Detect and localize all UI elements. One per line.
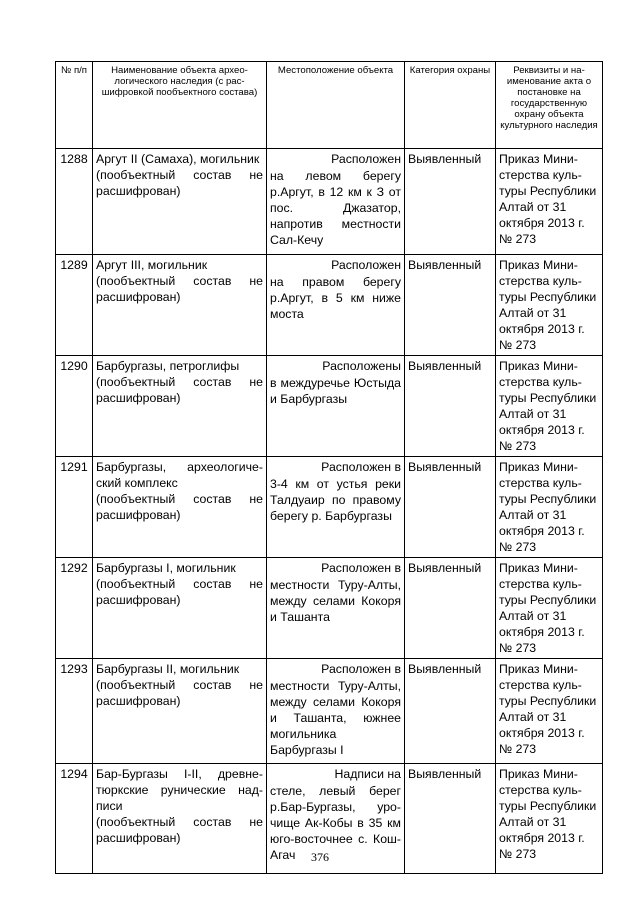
header-act: Реквизиты и наименование акта о постановке на государственную охрану объекта культурного наследия <box>496 62 603 149</box>
location-cell <box>267 255 405 356</box>
location-lead: Расположен <box>331 258 401 272</box>
object-name-cell <box>93 457 267 558</box>
category-cell: Выявленный <box>405 659 496 764</box>
location-text: на правом берегу р.Аргут, в 5 км ниже моста <box>270 275 401 321</box>
table-row <box>56 558 603 659</box>
category-cell: Выявленный <box>405 255 496 356</box>
header-category: Категория охраны <box>405 62 496 149</box>
location-cell <box>267 558 405 659</box>
location-text: на левом берегу р.Аргут, в 12 км к З от пос. Джазатор, напротив местности Сал-Кечу <box>270 169 401 247</box>
location-text: в междуречье Юстыда и Барбургазы <box>270 376 401 406</box>
category-cell: Выявленный <box>405 457 496 558</box>
act-cell: Приказ Министерства культуры Республики Алтай от 31 октября 2013 г. № 273 <box>496 149 603 255</box>
table-body <box>56 149 603 874</box>
object-name: Барбургазы, археологический комплекс <box>96 460 263 490</box>
row-number: 1290 <box>56 356 93 457</box>
act-cell: Приказ Министерства культуры Республики Алтай от 31 октября 2013 г. № 273 <box>496 558 603 659</box>
location-lead: Расположены <box>322 359 401 373</box>
header-object-name: Наименование объекта археологического наследия (с расшифровкой пообъектного состава) <box>93 62 267 149</box>
table-header-row <box>56 62 603 149</box>
page-number: 376 <box>311 850 329 864</box>
category-cell: Выявленный <box>405 558 496 659</box>
act-cell: Приказ Министерства культуры Республики Алтай от 31 октября 2013 г. № 273 <box>496 356 603 457</box>
category-cell: Выявленный <box>405 149 496 255</box>
act-cell: Приказ Министерства культуры Республики Алтай от 31 октября 2013 г. № 273 <box>496 764 603 874</box>
row-number: 1289 <box>56 255 93 356</box>
table-row <box>56 659 603 764</box>
location-text: стеле, левый берег р.Бар-Бургазы, урочище Ак-Кобы в 35 км юго-восточнее с. Кош-Агач <box>270 784 401 862</box>
object-name: Барбургазы II, могильник <box>96 662 240 676</box>
act-cell: Приказ Министерства культуры Республики Алтай от 31 октября 2013 г. № 273 <box>496 457 603 558</box>
object-composition-note: (пообъектный состав не расшифрован) <box>96 274 263 304</box>
location-lead: Расположен в <box>321 561 401 575</box>
object-name: Бар-Бургазы I-II, древнетюркские рунические надписи <box>96 767 263 813</box>
table-row <box>56 356 603 457</box>
object-name: Барбургазы I, могильник <box>96 561 236 575</box>
object-composition-note: (пообъектный состав не расшифрован) <box>96 678 263 708</box>
object-composition-note: (пообъектный состав не расшифрован) <box>96 375 263 405</box>
location-text: 3-4 км от устья реки Талдуаир по правому берегу р. Барбургазы <box>270 477 401 523</box>
table-row <box>56 255 603 356</box>
category-cell: Выявленный <box>405 356 496 457</box>
row-number: 1293 <box>56 659 93 764</box>
object-name: Аргут II (Самаха), могильник <box>96 152 260 166</box>
row-number: 1292 <box>56 558 93 659</box>
object-name-cell <box>93 659 267 764</box>
table-row <box>56 149 603 255</box>
location-lead: Расположен <box>331 152 401 166</box>
act-cell: Приказ Министерства культуры Республики Алтай от 31 октября 2013 г. № 273 <box>496 659 603 764</box>
object-name-cell <box>93 356 267 457</box>
heritage-registry-table <box>55 61 603 874</box>
act-cell: Приказ Министерства культуры Республики Алтай от 31 октября 2013 г. № 273 <box>496 255 603 356</box>
location-text: местности Туру-Алты, между селами Кокоря и Ташанта, южнее могильника Барбургазы I <box>270 679 401 757</box>
header-number: № п/п <box>56 62 93 149</box>
location-cell <box>267 356 405 457</box>
table-row <box>56 457 603 558</box>
object-composition-note: (пообъектный состав не расшифрован) <box>96 168 263 198</box>
object-composition-note: (пообъектный состав не расшифрован) <box>96 815 263 845</box>
location-lead: Надписи на <box>334 767 401 781</box>
location-cell <box>267 149 405 255</box>
category-cell: Выявленный <box>405 764 496 874</box>
location-text: местности Туру-Алты, между селами Кокоря и Ташанта <box>270 578 401 624</box>
object-name-cell <box>93 149 267 255</box>
header-location: Местоположение объекта <box>267 62 405 149</box>
object-name-cell <box>93 558 267 659</box>
object-name: Барбургазы, петроглифы <box>96 359 240 373</box>
object-composition-note: (пообъектный состав не расшифрован) <box>96 492 263 522</box>
row-number: 1294 <box>56 764 93 874</box>
location-lead: Расположен в <box>321 662 401 676</box>
row-number: 1291 <box>56 457 93 558</box>
location-cell <box>267 457 405 558</box>
location-cell <box>267 659 405 764</box>
location-lead: Расположен в <box>321 460 401 474</box>
row-number: 1288 <box>56 149 93 255</box>
object-name: Аргут III, могильник <box>96 258 208 272</box>
object-composition-note: (пообъектный состав не расшифрован) <box>96 577 263 607</box>
object-name-cell <box>93 255 267 356</box>
